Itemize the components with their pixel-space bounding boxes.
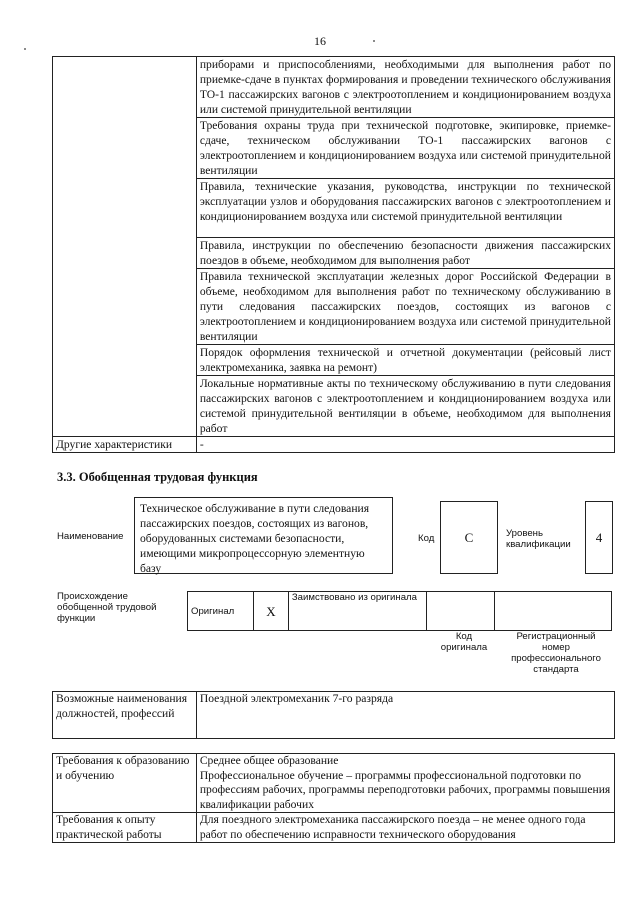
knowledge-row: Правила технической эксплуатации железных дорог Российской Федерации в объеме, необходимом для выполнения работ по техническому обслуживанию в пути следования пассажирских поездов, состоящих из вагонов с электроотоплением и кондиционированием воздуха или системой принудительной вентиляции	[196, 269, 614, 345]
other-chars-value: -	[196, 437, 614, 453]
requirements-table	[52, 753, 615, 843]
level-label: Уровень квалификации	[506, 528, 571, 550]
reg-number-label: Регистрационный номер профессионального стандарта	[511, 631, 601, 675]
level-value-box: 4	[585, 501, 613, 574]
knowledge-row: Правила, технические указания, руководства, инструкции по технической эксплуатации узлов и оборудования пассажирских вагонов с электроотоплением и кондиционированием воздуха или системой принудительной вентиляции	[196, 179, 614, 238]
origin-label: Происхождение обобщенной трудовой функции	[57, 591, 157, 624]
code-label: Код	[418, 533, 435, 544]
knowledge-row: Правила, инструкции по обеспечению безопасности движения пассажирских поездов в объеме, необходимом для выполнения работ	[196, 238, 614, 269]
code-original-label: Код оригинала	[440, 631, 488, 653]
knowledge-table	[52, 56, 615, 453]
borrowed-label: Заимствовано из оригинала	[288, 592, 426, 631]
education-value: Среднее общее образование Профессиональное обучение – программы профессиональной подготовки по профессиям рабочих, программы переподготовки рабочих, программы повышения квалификации рабочих	[196, 754, 614, 813]
knowledge-row: Требования охраны труда при технической подготовке, экипировке, приемке-сдаче, техническом обслуживании ТО-1 пассажирских вагонов с электроотоплением и кондиционированием воздуха или системой принудительной вентиляции	[196, 118, 614, 179]
experience-value: Для поездного электромеханика пассажирского поезда – не менее одного года работ по обеспечению исправности технического оборудования	[196, 813, 614, 843]
code-value-box: C	[440, 501, 498, 574]
original-mark: X	[253, 592, 288, 631]
reg-number-cell	[495, 592, 612, 631]
name-label: Наименование	[57, 531, 124, 542]
knowledge-label-cell	[53, 57, 197, 437]
scan-speck	[373, 40, 375, 42]
other-chars-label: Другие характеристики	[53, 437, 197, 453]
origin-table	[187, 591, 612, 631]
original-label: Оригинал	[188, 592, 254, 631]
positions-value: Поездной электромеханик 7-го разряда	[196, 692, 614, 739]
knowledge-row: приборами и приспособлениями, необходимыми для выполнения работ по приемке-сдаче в пунктах формирования и проведении технического обслуживания ТО-1 пассажирских вагонов с электроотоплением и кондиционированием воздуха или системой принудительной вентиляции	[196, 57, 614, 118]
function-name-box: Техническое обслуживание в пути следования пассажирских поездов, состоящих из вагонов, оборудованных системами безопасности, имеющими микропроцессорную элементную базу	[134, 497, 393, 574]
positions-table	[52, 691, 615, 739]
positions-label: Возможные наименования должностей, профессий	[53, 692, 197, 739]
section-title: 3.3. Обобщенная трудовая функция	[57, 470, 258, 484]
knowledge-row: Локальные нормативные акты по техническому обслуживанию в пути следования пассажирских вагонов с электроотоплением и кондиционированием воздуха или системой принудительной вентиляции в объеме, необходимом для выполнения работ	[196, 376, 614, 437]
page-number: 16	[314, 34, 326, 48]
scan-speck	[24, 48, 26, 50]
experience-label: Требования к опыту практической работы	[53, 813, 197, 843]
education-label: Требования к образованию и обучению	[53, 754, 197, 813]
code-original-cell	[426, 592, 495, 631]
knowledge-row: Порядок оформления технической и отчетной документации (рейсовый лист электромеханика, заявка на ремонт)	[196, 345, 614, 376]
